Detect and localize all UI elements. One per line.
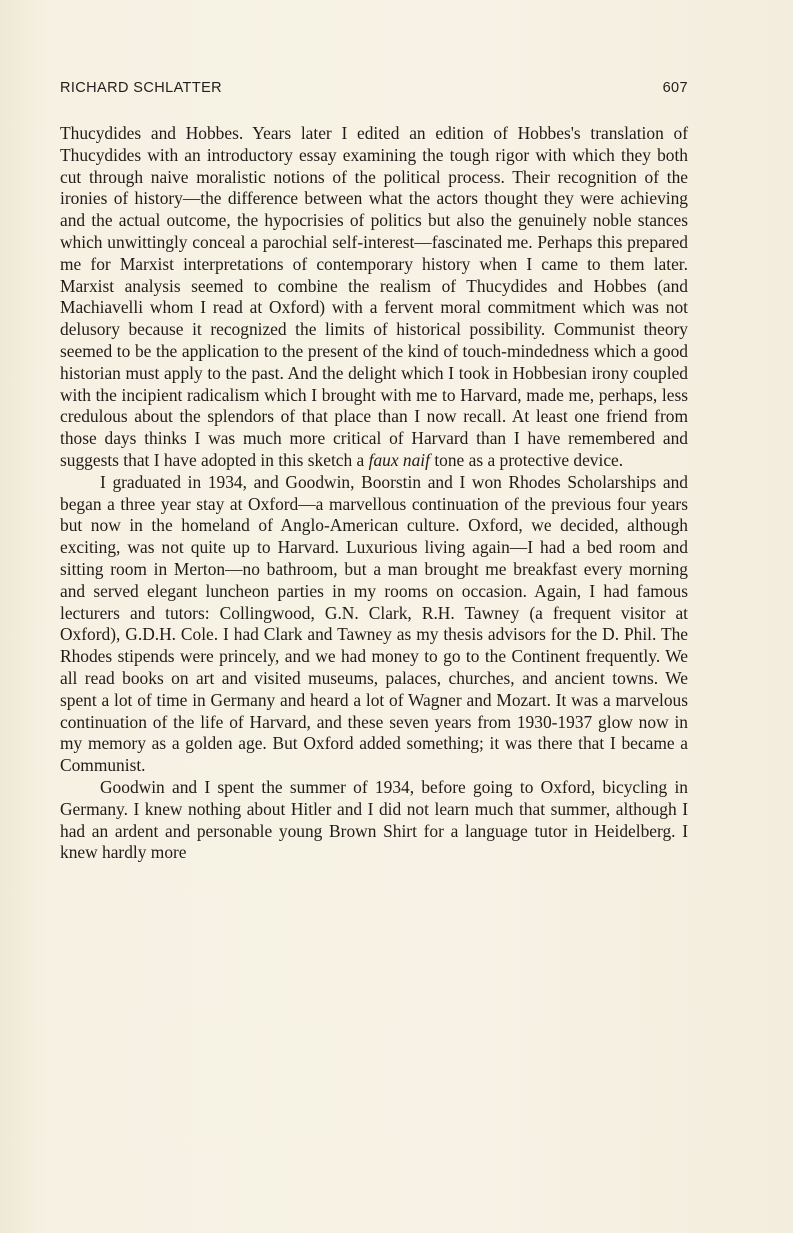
running-head <box>60 80 688 100</box>
paragraph-2-text: I graduated in 1934, and Goodwin, Boorstin and I won Rhodes Scholarships and began a three year stay at Oxford—a marvellous continuation of the previous four years but now in the homeland of Anglo-American culture. Oxford, we decided, although exciting, was not quite up to Harvard. Luxurious living again—I had a bed room and sitting room in Merton—no bathroom, but a man brought me breakfast every morning and served elegant luncheon parties in my rooms on occasion. Again, I had famous lecturers and tutors: Collingwood, G.N. Clark, R.H. Tawney (a frequent visitor at Oxford), G.D.H. Cole. I had Clark and Tawney as my thesis advisors for the D. Phil. The Rhodes stipends were princely, and we had money to go to the Continent frequently. We all read books on art and visited museums, palaces, churches, and ancient towns. We spent a lot of time in Germany and heard a lot of Wagner and Mozart. It was a marvelous continuation of the life of Harvard, and these seven years from 1930-1937 glow now in my memory as a golden age. But Oxford added something; it was there that I became a Communist. <box>60 471 688 776</box>
paragraph-1 <box>60 123 688 472</box>
paragraph-1-italic-phrase: faux naif <box>368 449 430 470</box>
body-text <box>60 123 688 864</box>
paragraph-3-text: Goodwin and I spent the summer of 1934, before going to Oxford, bicycling in Germany. I knew nothing about Hitler and I did not learn much that summer, although I had an ardent and personable young Brown Shirt for a language tutor in Heidelberg. I knew hardly more <box>60 776 688 863</box>
paragraph-2 <box>60 472 688 777</box>
page-number: 607 <box>662 80 688 96</box>
paragraph-1-text: Thucydides and Hobbes. Years later I edited an edition of Hobbes's translation of Thucydides with an introductory essay examining the tough rigor with which they both cut through naive moralistic notions of the political process. Their recognition of the ironies of history—the difference between what the actors thought they were achieving and the actual outcome, the hypocrisies of politics but also the genuinely noble stances which unwittingly conceal a parochial self-interest—fascinated me. Perhaps this prepared me for Marxist interpretations of contemporary history when I came to them later. Marxist analysis seemed to combine the realism of Thucydides and Hobbes (and Machiavelli whom I read at Oxford) with a fervent moral commitment which was not delusory because it recognized the limits of historical possibility. Communist theory seemed to be the application to the present of the kind of touch-mindedness which a good historian must apply to the past. And the delight which I took in Hobbesian irony coupled with the incipient radicalism which I brought with me to Harvard, made me, perhaps, less credulous about the splendors of that place than I now recall. At least one friend from those days thinks I was much more critical of Harvard than I have remembered and suggests that I have adopted in this sketch a <box>60 123 688 470</box>
running-head-author: RICHARD SCHLATTER <box>60 80 223 96</box>
paragraph-3 <box>60 777 688 864</box>
paragraph-1-text-end: tone as a protective device. <box>429 449 624 470</box>
